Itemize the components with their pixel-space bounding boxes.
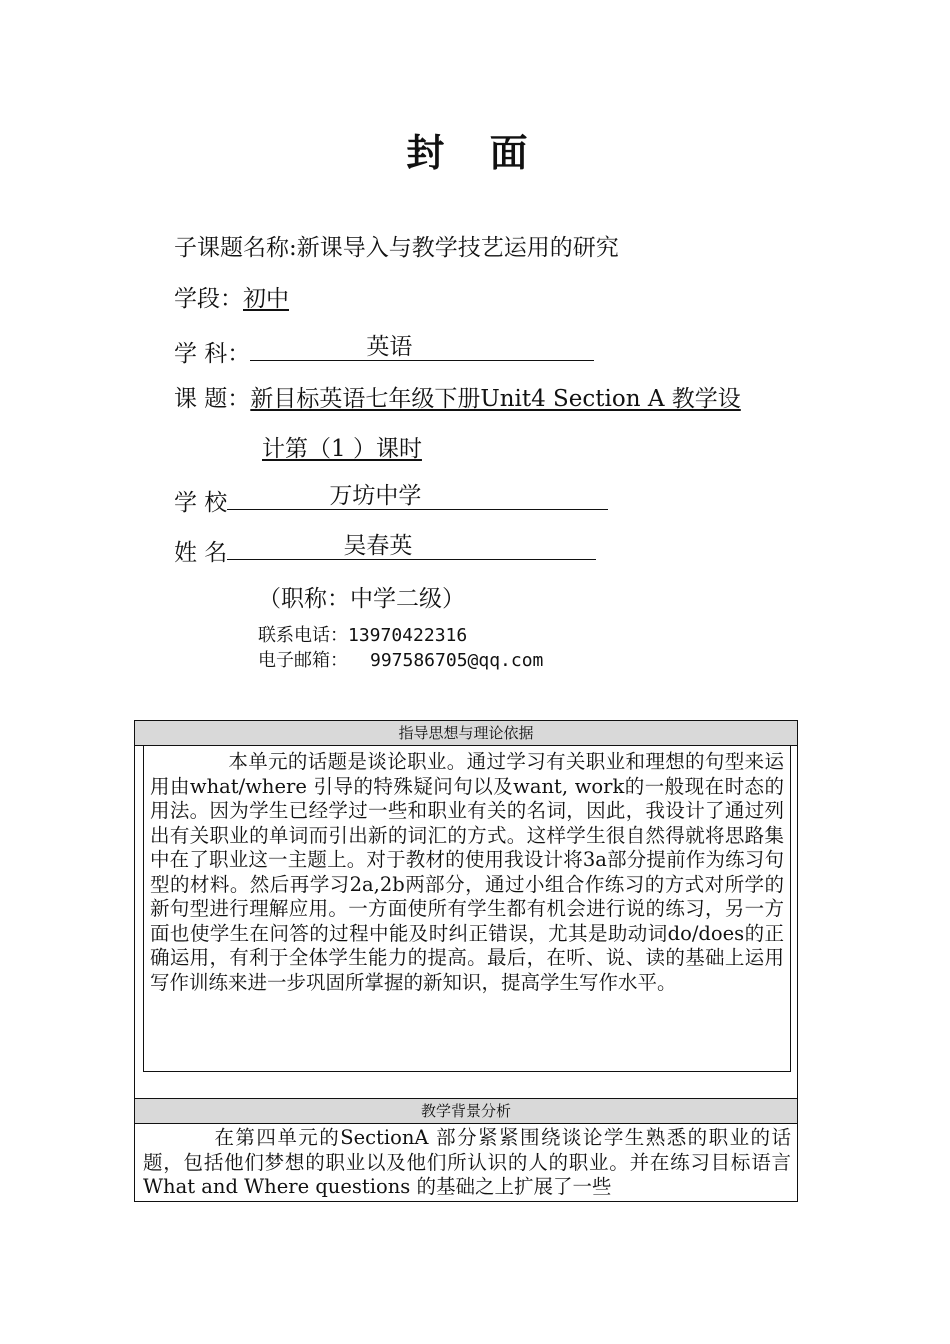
school-blank [227,483,608,510]
subject-line [174,334,594,369]
school-label: 学 校 [174,490,228,516]
lesson-label: 课 题： [174,386,251,412]
school-value: 万坊中学 [329,483,422,509]
name-line [174,533,596,568]
phone-label: 联系电话： [258,625,348,646]
email-value: 997586705@qq.com [370,650,544,671]
teaching-background-table [134,1098,798,1202]
page-title: 封 面 [406,131,544,175]
teaching-background-header: 教学背景分析 [135,1099,797,1124]
email-line [258,648,543,673]
school-line [174,483,608,518]
stage-value: 初中 [243,286,289,312]
guiding-thought-body: 本单元的话题是谈论职业。通过学习有关职业和理想的句型来运用由what/where 引导的特殊疑问句以及want, work的一般现在时态的用法。因为学生已经学过一些和职业有关的名词，因此，我设计了通过列出有关职业的单词而引出新的词汇的方式。这样学生很自然得就将思路集中在了职业这一主题上。对于教材的使用我设计将3a部分提前作为练习句型的材料。然后再学习2a,2b两部分，通过小组合作练习的方式对所学的新句型进行理解应用。一方面使所有学生都有机会进行说的练习，另一方面也使学生在问答的过程中能及时纠正错误，尤其是助动词do/does的正确运用，有利于全体学生能力的提高。最后，在听、说、读的基础上运用写作训练来进一步巩固所掌握的新知识，提高学生写作水平。 [150,750,784,994]
teaching-background-body: 在第四单元的SectionA 部分紧紧围绕谈论学生熟悉的职业的话题，包括他们梦想的职业以及他们所认识的人的职业。并在练习目标语言 What and Where questions 的基础之上扩展了一些 [143,1126,791,1198]
guiding-thought-header: 指导思想与理论依据 [135,721,797,746]
stage-line [174,284,289,314]
lesson-value-line2-wrap [262,434,422,464]
phone-value: 13970422316 [348,625,468,646]
teaching-background-cell [135,1124,797,1200]
stage-label: 学段： [174,286,243,312]
subject-value: 英语 [366,334,413,360]
lesson-value-line1: 新目标英语七年级下册Unit4 Section A 教学设 [250,386,741,412]
guiding-thought-cell [143,746,791,1072]
email-label: 电子邮箱： [258,650,348,671]
name-blank [227,533,596,560]
name-label: 姓 名 [174,540,228,566]
subject-blank [250,334,594,361]
guiding-thought-table [134,720,798,1099]
lesson-line [174,384,741,414]
subtopic-line: 子课题名称:新课导入与教学技艺运用的研究 [174,235,619,261]
subject-label: 学 科： [174,341,251,367]
name-value: 吴春英 [343,533,413,559]
job-title: （职称：中学二级） [258,586,465,612]
lesson-value-line2: 计第（1 ）课时 [262,436,422,462]
phone-line [258,623,467,648]
